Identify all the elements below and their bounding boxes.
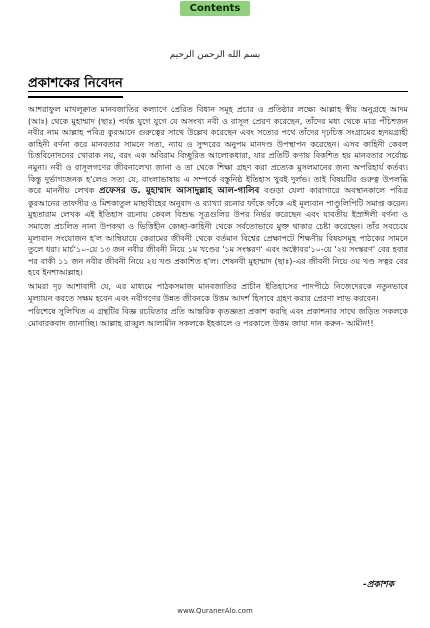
preface-body <box>28 104 408 331</box>
paragraph-1-text-a: আশরাফুল মাখলূক্বাত মানবজাতির কল্যাণে প্রেরিত বিধান সমূহ প্রচার ও প্রতিষ্ঠার লক্ষ্যে আল্লাহ স্বীয় অনুগ্রহে আদম (আঃ) থেকে মুহাম্মাদ (ছাঃ) পর্যন্ত যুগে যুগে যে অসংখ্য নবী ও রাসূল প্রেরণ করেছেন, তাঁদের মধ্য থেকে মাত্র পঁচিশজন নবীর নাম আল্লাহ পবিত্র কুরআনে গুরুত্বের সাথে উল্লেখ করেছেন এবং সত্যের পথে তাঁদের দৃঢ়চিত্ত সংগ্রামের হৃদয়গ্রাহী কাহিনী বর্ণনা করে মানবতার সামনে সত্য, ন্যায় ও সুন্দরের অনুপম মানদণ্ড উপস্থাপন করেছেন। এসব কাহিনী কেবল চিত্তবিনোদনের খোরাক নয়, বরং এক অবিরাম বিচ্ছুরিত আলোকধারা, যার প্রতিটি কণায় বিকশিত হয় মানবতার সর্বোচ্চ নমুনা। নবী ও রাসূলগণের জীবনালেখ্য জানা ও তা থেকে শিক্ষা গ্রহণ করা প্রত্যেক মুসলমানের জন্য অপরিহার্য কর্তব্য। কিন্তু দুর্ভাগ্যজনক হ'লেও সত্য যে, বাংলাভাষায় এ সম্পর্কে বস্তুনিষ্ঠ ইতিহাস খুবই দুর্লভ। তাই বিষয়টির গুরুত্ব উপলব্ধি করে মাননীয় লেখক <box>28 105 408 196</box>
publisher-signoff: -প্রকাশক <box>363 580 394 590</box>
paragraph-3: পরিশেষে সুলিখিত এ গ্রন্থটির বিজ্ঞ রচয়িতার প্রতি আন্তরিক কৃতজ্ঞতা প্রকাশ করছি এবং প্রকাশনার সাথে জড়িত সকলকে মোবারকবাদ জানাচ্ছি। আল্লাহ রাব্বুল আলামীন সকলকে ইহকালে ও পরকালে উত্তম জাযা দান করুন- আমীন!! <box>28 307 408 328</box>
title-section <box>28 72 408 98</box>
bismillah-header: بسم الله الرحمن الرحيم <box>169 50 261 60</box>
paragraph-1-text-b: বগুড়া যেলা কারাগারে অবস্থানকালে পবিত্র কুরআনের তাফসীর ও মিশকাতুল মাছাবীহের অনুবাদ ও ব্যাখ্যা রচনার ফাঁকে ফাঁকে এই মূল্যবান পাণ্ডুলিপিটি সমাপ্ত করেন। মুহতারাম লেখক এই ইতিহাস রচনায় কেবল বিশুদ্ধ সূত্রগুলির উপর নির্ভর করেছেন এবং যাবতীয় ইস্রাঈলী বর্ণনা ও সমাজে প্রচলিত নানা উপকথা ও ভিত্তিহীন কেচ্ছা-কাহিনী থেকে সর্বতোভাবে মুক্ত থাকার চেষ্টা করেছেন। তাঁর সবচেয়ে মূল্যবান সংযোজন হ'ল আম্বিয়ায়ে কেরামের জীবনী থেকে বর্তমান বিশ্বের প্রেক্ষাপটে শিক্ষণীয় বিষয়সমূহ পাঠকের সামনে তুলে ধরা। মার্চ'১০-য়ে ১৩ জন নবীর জীবনী নিয়ে ১ম খণ্ডের '১ম সংস্করণ' এবং অক্টোবর'১০-য়ে '২য় সংস্করণ' বের হবার পর বাকী ১১ জন নবীর জীবনী নিয়ে ২য় খণ্ড প্রকাশিত হ'ল। শেষনবী মুহাম্মাদ (ছাঃ)-এর জীবনী নিয়ে ৩য় খণ্ড সত্বর বের হবে ইনশাআল্লাহ। <box>28 186 408 278</box>
paragraph-2: আমরা দৃঢ় আশাবাদী যে, এর মাধ্যমে পাঠকসমাজ মানবজাতির প্রাচীন ইতিহাসের পাদপীঠে নিজেদেরকে নতুনভাবে মূল্যায়ন করতে সক্ষম হবেন এবং নবীগণের উন্নত জীবনকে উত্তম আদর্শ হিসাবে গ্রহণ করার প্রেরণা লাভ করবেন। <box>28 281 408 303</box>
paragraph-1 <box>28 104 408 279</box>
author-name: প্রফেসর ড. মুহাম্মাদ আসাদুল্লাহ আল-গালিব <box>99 186 260 197</box>
title-divider <box>28 91 408 92</box>
contents-button[interactable]: Contents <box>180 1 250 16</box>
footer-url: www.QuranerAlo.com <box>177 607 253 615</box>
page-title: প্রকাশকের নিবেদন <box>28 74 123 98</box>
